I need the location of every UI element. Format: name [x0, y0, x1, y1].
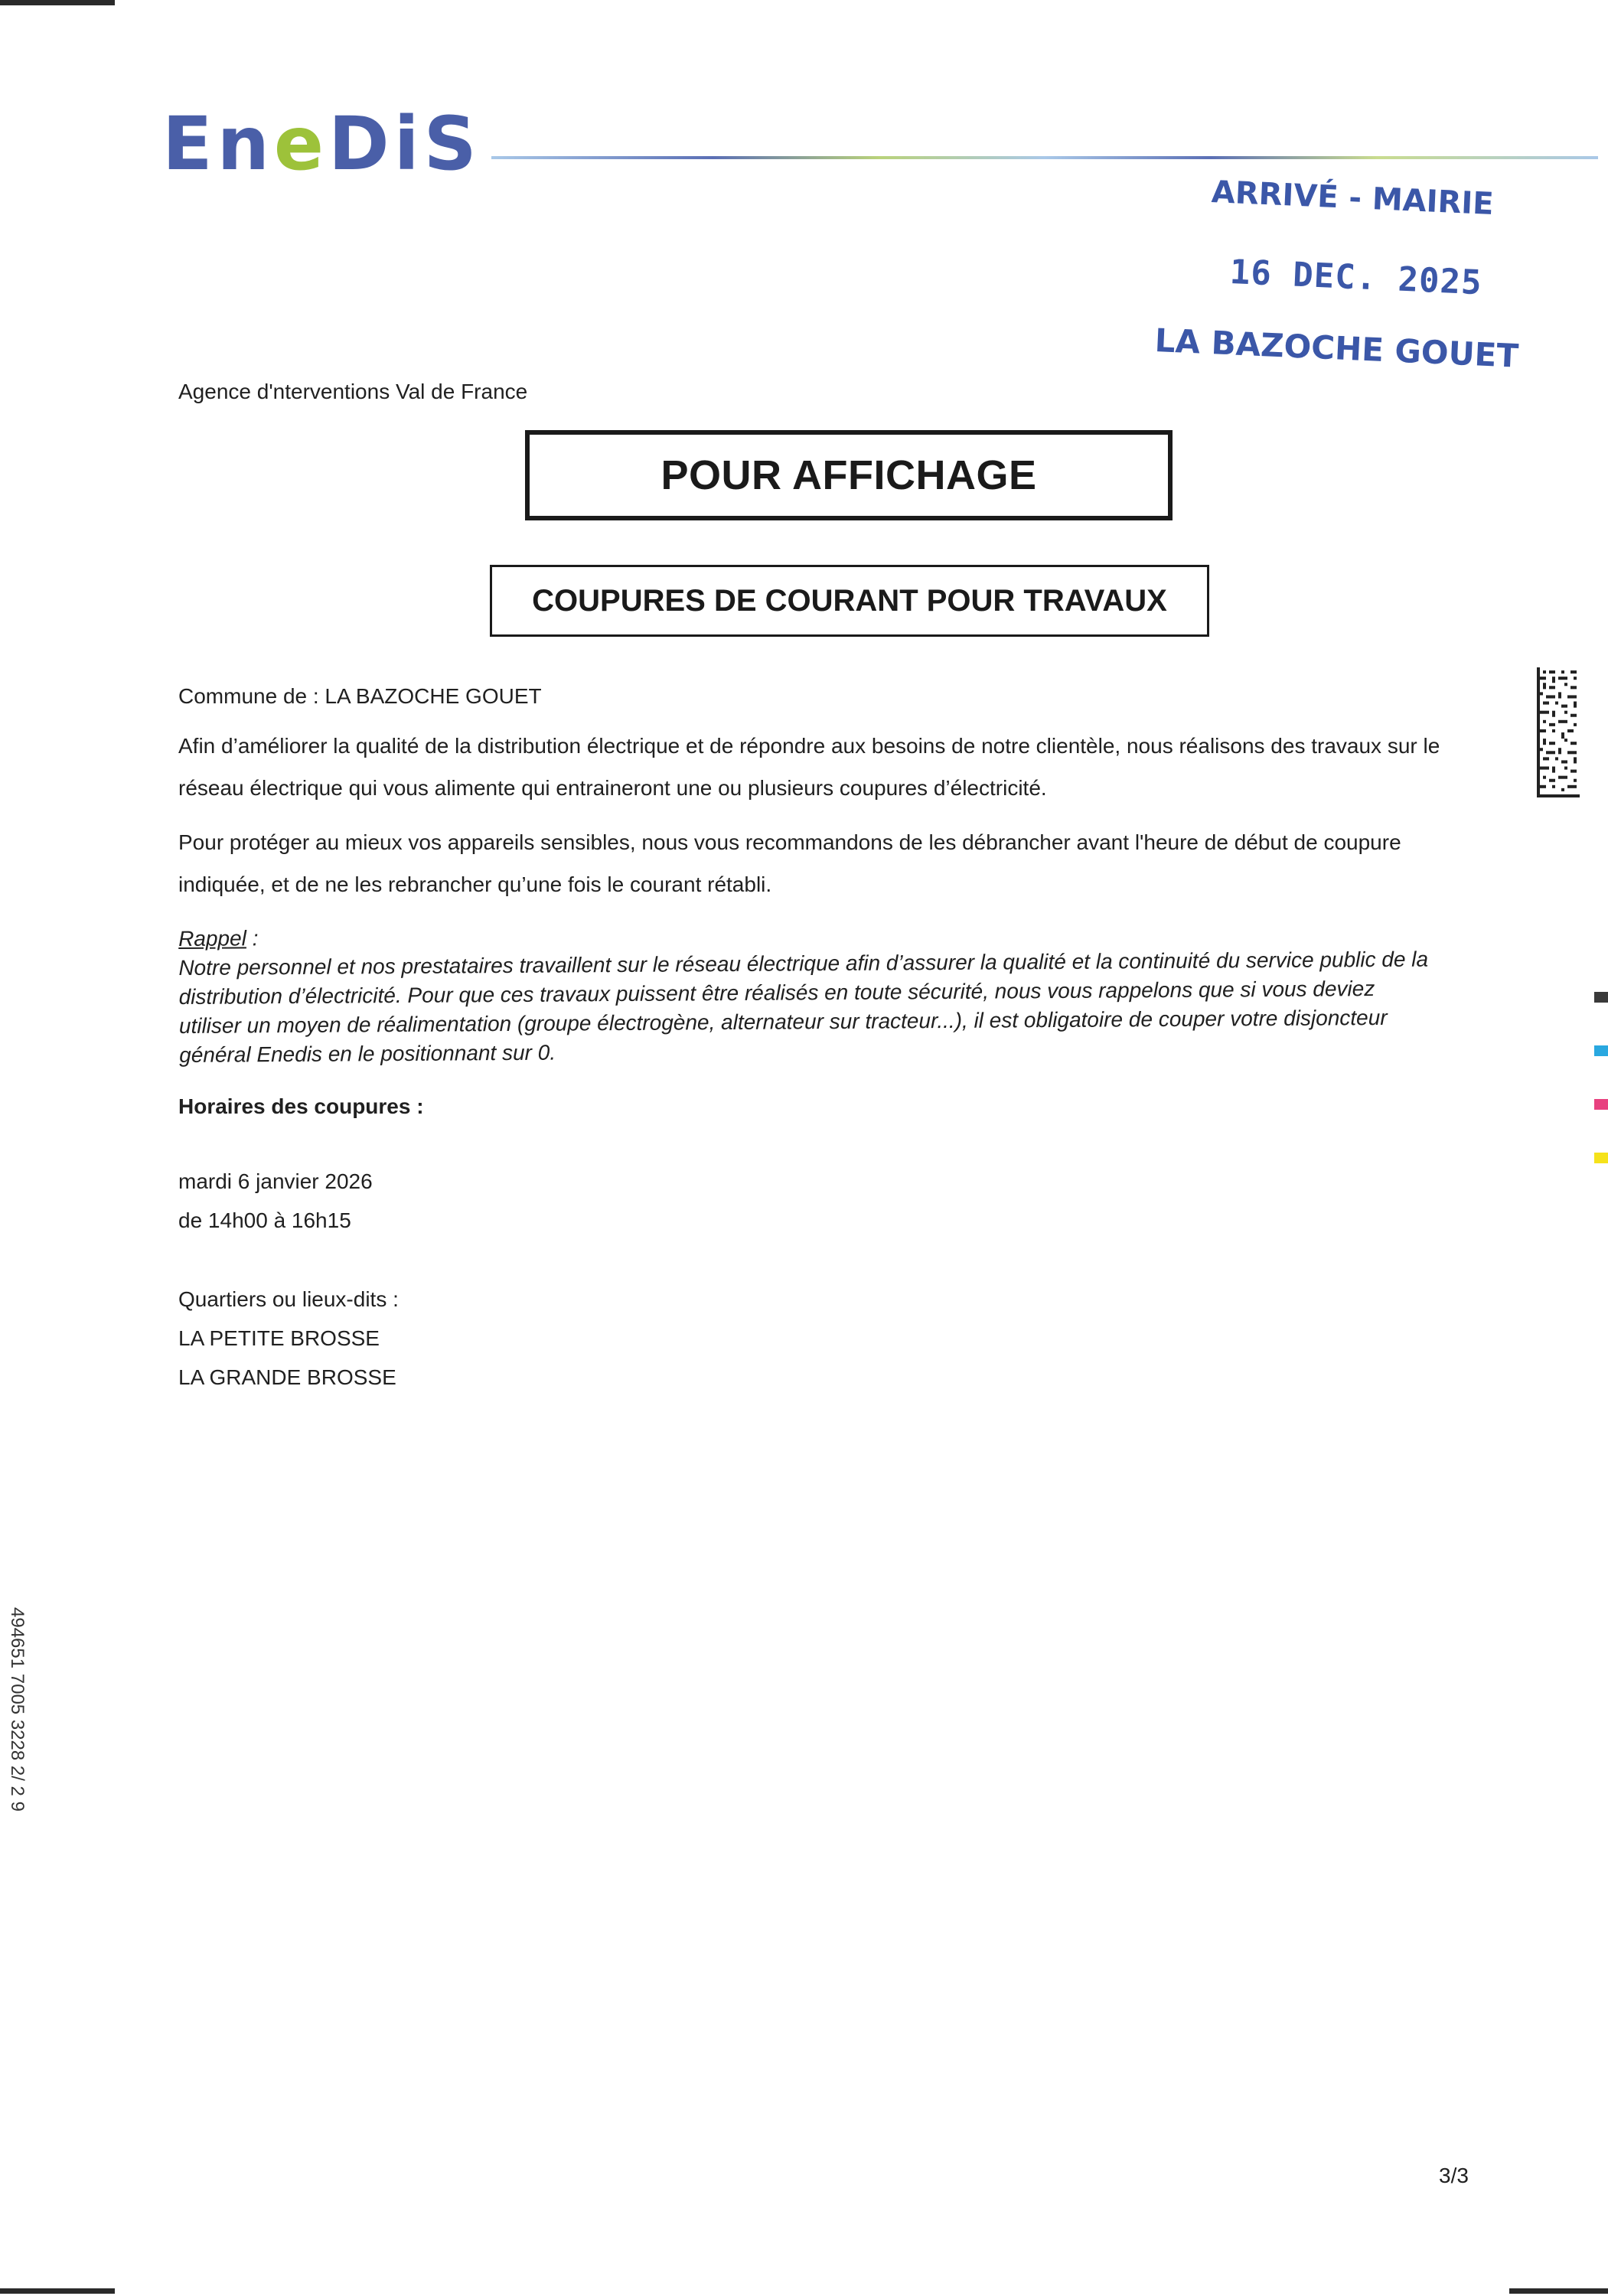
- title-sub: COUPURES DE COURANT POUR TRAVAUX: [532, 583, 1167, 618]
- stamp-town: LA BAZOCHE GOUET: [1153, 321, 1520, 375]
- corner-mark-bottom-right: [1509, 2288, 1608, 2294]
- commune: Commune de : LA BAZOCHE GOUET: [178, 684, 542, 708]
- title-main-box: [525, 430, 1173, 520]
- corner-mark-top-left: [0, 0, 115, 5]
- swatch-magenta: [1594, 1099, 1608, 1110]
- stamp-date: 16 DEC. 2025: [1228, 253, 1483, 303]
- swatch-cyan: [1594, 1045, 1608, 1056]
- page-number: 3/3: [1439, 2164, 1469, 2187]
- enedis-logo: EneDiS: [162, 101, 481, 187]
- title-sub-box: [490, 565, 1209, 637]
- swatch-black: [1594, 992, 1608, 1003]
- outage-date: mardi 6 janvier 2026: [178, 1169, 373, 1193]
- rappel-block: [178, 916, 1434, 1070]
- swatch-yellow: [1594, 1153, 1608, 1163]
- agency-name: Agence d'nterventions Val de France: [178, 380, 528, 403]
- rappel-title: Rappel: [178, 926, 246, 951]
- quartiers-heading: Quartiers ou lieux-dits :: [178, 1287, 399, 1311]
- place-item: LA GRANDE BROSSE: [178, 1365, 396, 1389]
- rappel-colon: :: [246, 926, 259, 951]
- rappel-body: Notre personnel et nos prestataires travaillent sur le réseau électrique afin d’assurer la qualité et la continuité du service public de la distribution d’électricité. Pour que ces travaux puissent être réalisés en toute sécurité, nous vous rappelons que si vous deviez utiliser un moyen de réalimentation (groupe électrogène, alternateur sur tracteur...), il est obligatoire de couper votre disjoncteur général Enedis en le positionnant sur 0.: [178, 947, 1429, 1067]
- datamatrix-code: [1537, 667, 1580, 797]
- stamp-arrive-mairie: ARRIVÉ - MAIRIE: [1210, 174, 1495, 223]
- corner-mark-bottom-left: [0, 2288, 115, 2294]
- outage-time: de 14h00 à 16h15: [178, 1208, 351, 1232]
- header-rule: [491, 156, 1598, 159]
- paragraph-intro: Afin d’améliorer la qualité de la distribution électrique et de répondre aux besoins de notre clientèle, nous réalisons des travaux sur le réseau électrique qui vous alimente qui entraineront une ou plusieurs coupures d’électricité.: [178, 734, 1440, 800]
- horaires-heading: Horaires des coupures :: [178, 1094, 424, 1118]
- title-main: POUR AFFICHAGE: [660, 452, 1037, 498]
- paragraph-protection: Pour protéger au mieux vos appareils sensibles, nous vous recommandons de les débrancher avant l'heure de début de coupure indiquée, et de ne les rebrancher qu’une fois le courant rétabli.: [178, 830, 1401, 896]
- place-item: LA PETITE BROSSE: [178, 1326, 380, 1350]
- side-code: [0, 1607, 31, 1852]
- side-code-text: 494651 7005 3228 2/ 2 9: [7, 1607, 28, 1812]
